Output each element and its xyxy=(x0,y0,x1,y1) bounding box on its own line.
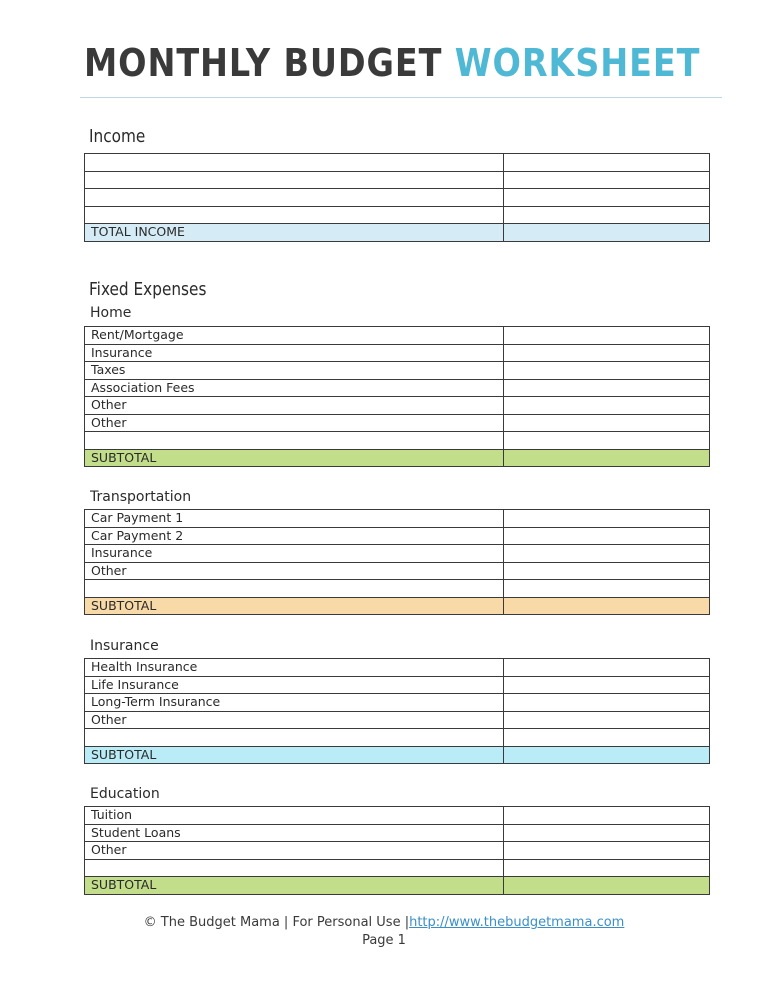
row-amount[interactable] xyxy=(504,414,710,432)
table-row xyxy=(85,362,710,380)
home-heading: Home xyxy=(90,305,132,321)
row-label[interactable] xyxy=(85,729,504,747)
row-label[interactable] xyxy=(85,432,504,450)
row-amount[interactable] xyxy=(504,362,710,380)
subtotal-row xyxy=(85,449,710,467)
table-row xyxy=(85,807,710,825)
row-amount[interactable] xyxy=(504,580,710,598)
table-row xyxy=(85,510,710,528)
subtotal-amount[interactable] xyxy=(504,449,710,467)
title-divider xyxy=(80,97,722,98)
row-label[interactable]: Car Payment 2 xyxy=(85,527,504,545)
footer xyxy=(0,914,768,950)
table-row xyxy=(85,344,710,362)
income-heading: Income xyxy=(89,126,146,147)
footer-line xyxy=(0,914,768,932)
row-amount[interactable] xyxy=(504,562,710,580)
page-number: Page 1 xyxy=(362,933,406,948)
title-part-monthly-budget: MONTHLY BUDGET xyxy=(84,41,443,85)
subtotal-row xyxy=(85,224,710,242)
row-label[interactable]: Other xyxy=(85,562,504,580)
subtotal-label: SUBTOTAL xyxy=(85,597,504,615)
subtotal-label: TOTAL INCOME xyxy=(85,224,504,242)
table-row xyxy=(85,206,710,224)
row-label[interactable]: Car Payment 1 xyxy=(85,510,504,528)
row-amount[interactable] xyxy=(504,807,710,825)
page-title xyxy=(84,41,701,85)
row-amount[interactable] xyxy=(504,189,710,207)
subtotal-label: SUBTOTAL xyxy=(85,449,504,467)
subtotal-amount[interactable] xyxy=(504,597,710,615)
table-row xyxy=(85,432,710,450)
table-row xyxy=(85,580,710,598)
table-row xyxy=(85,824,710,842)
subtotal-row xyxy=(85,597,710,615)
row-label[interactable] xyxy=(85,189,504,207)
row-label[interactable]: Other xyxy=(85,842,504,860)
row-amount[interactable] xyxy=(504,729,710,747)
row-amount[interactable] xyxy=(504,397,710,415)
education-heading: Education xyxy=(90,786,160,802)
table-row xyxy=(85,527,710,545)
row-label[interactable] xyxy=(85,171,504,189)
row-label[interactable]: Association Fees xyxy=(85,379,504,397)
insurance-heading: Insurance xyxy=(90,638,159,654)
education-table xyxy=(84,806,710,895)
row-label[interactable]: Life Insurance xyxy=(85,676,504,694)
subtotal-amount[interactable] xyxy=(504,224,710,242)
row-amount[interactable] xyxy=(504,859,710,877)
footer-copyright: © The Budget Mama | For Personal Use | xyxy=(143,915,410,930)
row-amount[interactable] xyxy=(504,432,710,450)
table-row xyxy=(85,659,710,677)
row-label[interactable]: Student Loans xyxy=(85,824,504,842)
row-label[interactable]: Rent/Mortgage xyxy=(85,327,504,345)
row-amount[interactable] xyxy=(504,842,710,860)
subtotal-row xyxy=(85,877,710,895)
row-amount[interactable] xyxy=(504,676,710,694)
row-label[interactable] xyxy=(85,580,504,598)
subtotal-label: SUBTOTAL xyxy=(85,877,504,895)
row-label[interactable]: Insurance xyxy=(85,344,504,362)
table-row xyxy=(85,397,710,415)
row-label[interactable] xyxy=(85,206,504,224)
table-row xyxy=(85,859,710,877)
row-label[interactable]: Other xyxy=(85,711,504,729)
subtotal-amount[interactable] xyxy=(504,746,710,764)
table-row xyxy=(85,171,710,189)
transportation-table xyxy=(84,509,710,615)
subtotal-label: SUBTOTAL xyxy=(85,746,504,764)
row-amount[interactable] xyxy=(504,327,710,345)
income-table xyxy=(84,153,710,242)
footer-link[interactable]: http://www.thebudgetmama.com xyxy=(409,915,625,930)
transportation-heading: Transportation xyxy=(90,489,192,505)
table-row xyxy=(85,562,710,580)
table-row xyxy=(85,676,710,694)
title-part-worksheet: WORKSHEET xyxy=(454,41,701,85)
row-label[interactable]: Long-Term Insurance xyxy=(85,694,504,712)
row-label[interactable]: Tuition xyxy=(85,807,504,825)
table-row xyxy=(85,729,710,747)
row-amount[interactable] xyxy=(504,527,710,545)
row-amount[interactable] xyxy=(504,545,710,563)
home-table xyxy=(84,326,710,467)
row-amount[interactable] xyxy=(504,824,710,842)
row-amount[interactable] xyxy=(504,379,710,397)
table-row xyxy=(85,414,710,432)
subtotal-row xyxy=(85,746,710,764)
table-row xyxy=(85,154,710,172)
row-label[interactable]: Other xyxy=(85,397,504,415)
fixed-expenses-heading: Fixed Expenses xyxy=(89,279,207,300)
row-label[interactable]: Other xyxy=(85,414,504,432)
table-row xyxy=(85,842,710,860)
row-amount[interactable] xyxy=(504,206,710,224)
row-label[interactable]: Insurance xyxy=(85,545,504,563)
table-row xyxy=(85,327,710,345)
table-row xyxy=(85,694,710,712)
row-amount[interactable] xyxy=(504,694,710,712)
table-row xyxy=(85,545,710,563)
row-amount[interactable] xyxy=(504,154,710,172)
subtotal-amount[interactable] xyxy=(504,877,710,895)
row-label[interactable] xyxy=(85,154,504,172)
row-amount[interactable] xyxy=(504,711,710,729)
row-amount[interactable] xyxy=(504,344,710,362)
row-label[interactable]: Health Insurance xyxy=(85,659,504,677)
row-label[interactable]: Taxes xyxy=(85,362,504,380)
table-row xyxy=(85,189,710,207)
table-row xyxy=(85,711,710,729)
insurance-table xyxy=(84,658,710,764)
row-amount[interactable] xyxy=(504,171,710,189)
row-amount[interactable] xyxy=(504,659,710,677)
row-label[interactable] xyxy=(85,859,504,877)
table-row xyxy=(85,379,710,397)
row-amount[interactable] xyxy=(504,510,710,528)
